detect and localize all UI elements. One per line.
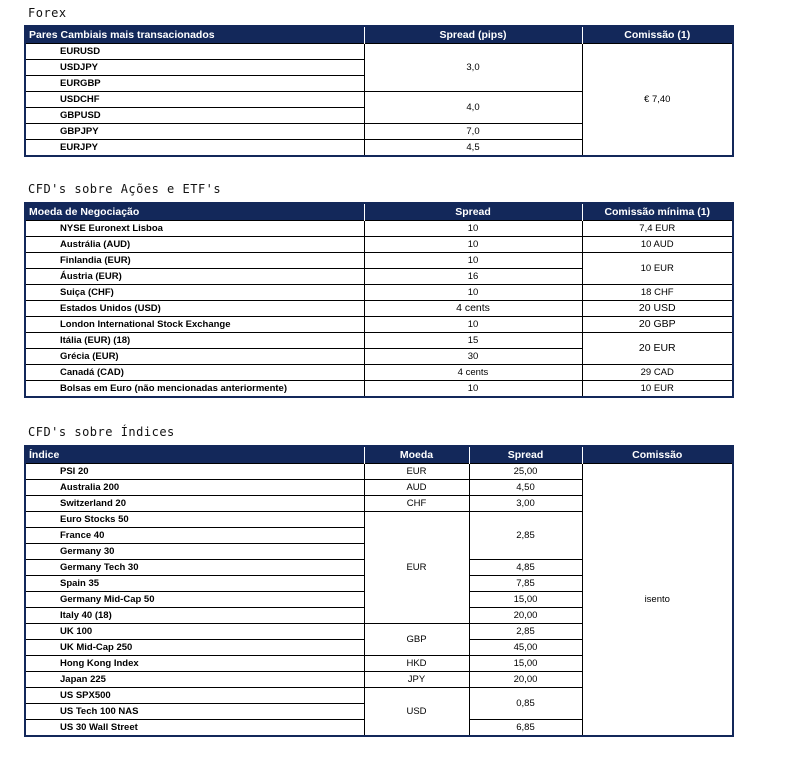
- forex-pair: GBPUSD: [25, 108, 364, 124]
- cfd-acoes-header-currency: Moeda de Negociação: [25, 203, 364, 221]
- index-currency: CHF: [364, 496, 469, 512]
- index-spread: 15,00: [469, 656, 582, 672]
- forex-table: [24, 25, 734, 157]
- cfd-indices-header-index: Índice: [25, 446, 364, 464]
- table-row: [25, 301, 733, 317]
- forex-spread: 4,0: [364, 92, 582, 124]
- table-row: [25, 464, 733, 480]
- forex-pair: EURGBP: [25, 76, 364, 92]
- index-name: Japan 225: [25, 672, 364, 688]
- market-name: Finlandia (EUR): [25, 253, 364, 269]
- forex-spread: 3,0: [364, 44, 582, 92]
- index-currency: GBP: [364, 624, 469, 656]
- index-spread: 3,00: [469, 496, 582, 512]
- cfd-acoes-header-commission: Comissão mínima (1): [582, 203, 733, 221]
- market-commission: 10 EUR: [582, 381, 733, 398]
- forex-header-commission: Comissão (1): [582, 26, 733, 44]
- market-commission: 7,4 EUR: [582, 221, 733, 237]
- cfd-indices-section-title: CFD's sobre Índices: [28, 425, 175, 439]
- market-spread: 16: [364, 269, 582, 285]
- cfd-indices-header-row: [25, 446, 733, 464]
- market-name: Áustria (EUR): [25, 269, 364, 285]
- index-spread: 20,00: [469, 608, 582, 624]
- market-name: Itália (EUR) (18): [25, 333, 364, 349]
- forex-pair: EURUSD: [25, 44, 364, 60]
- forex-header-row: [25, 26, 733, 44]
- table-row: [25, 237, 733, 253]
- table-row: [25, 221, 733, 237]
- index-spread: 2,85: [469, 624, 582, 640]
- forex-section-title: Forex: [28, 6, 67, 20]
- index-name: US 30 Wall Street: [25, 720, 364, 737]
- forex-pair: USDJPY: [25, 60, 364, 76]
- market-name: London International Stock Exchange: [25, 317, 364, 333]
- index-name: Euro Stocks 50: [25, 512, 364, 528]
- table-row: [25, 285, 733, 301]
- index-name: France 40: [25, 528, 364, 544]
- market-spread: 10: [364, 317, 582, 333]
- cfd-acoes-header-spread: Spread: [364, 203, 582, 221]
- index-currency: JPY: [364, 672, 469, 688]
- market-commission: 10 AUD: [582, 237, 733, 253]
- market-spread: 4 cents: [364, 301, 582, 317]
- index-spread: 4,85: [469, 560, 582, 576]
- market-commission: 20 USD: [582, 301, 733, 317]
- index-name: Hong Kong Index: [25, 656, 364, 672]
- table-row: [25, 365, 733, 381]
- market-spread: 10: [364, 221, 582, 237]
- market-name: Grécia (EUR): [25, 349, 364, 365]
- forex-commission: € 7,40: [582, 44, 733, 157]
- market-name: Bolsas em Euro (não mencionadas anteriormente): [25, 381, 364, 398]
- index-name: US Tech 100 NAS: [25, 704, 364, 720]
- index-name: UK Mid-Cap 250: [25, 640, 364, 656]
- index-name: Germany Mid-Cap 50: [25, 592, 364, 608]
- forex-header-pairs: Pares Cambiais mais transacionados: [25, 26, 364, 44]
- index-name: Germany 30: [25, 544, 364, 560]
- index-commission: isento: [582, 464, 733, 737]
- index-name: Italy 40 (18): [25, 608, 364, 624]
- market-commission: 18 CHF: [582, 285, 733, 301]
- market-commission: 29 CAD: [582, 365, 733, 381]
- table-row: [25, 317, 733, 333]
- cfd-indices-table: [24, 445, 734, 737]
- index-spread: 15,00: [469, 592, 582, 608]
- forex-header-spread: Spread (pips): [364, 26, 582, 44]
- index-spread: 0,85: [469, 688, 582, 720]
- index-spread: 6,85: [469, 720, 582, 737]
- forex-pair: EURJPY: [25, 140, 364, 157]
- market-commission: 20 GBP: [582, 317, 733, 333]
- index-name: Germany Tech 30: [25, 560, 364, 576]
- index-spread: 4,50: [469, 480, 582, 496]
- index-currency: USD: [364, 688, 469, 737]
- index-spread: 45,00: [469, 640, 582, 656]
- index-name: Spain 35: [25, 576, 364, 592]
- table-row: [25, 333, 733, 349]
- cfd-indices-header-commission: Comissão: [582, 446, 733, 464]
- market-spread: 10: [364, 237, 582, 253]
- index-spread: 20,00: [469, 672, 582, 688]
- market-spread: 10: [364, 381, 582, 398]
- index-name: Australia 200: [25, 480, 364, 496]
- market-name: NYSE Euronext Lisboa: [25, 221, 364, 237]
- forex-pair: USDCHF: [25, 92, 364, 108]
- table-row: [25, 381, 733, 398]
- market-spread: 4 cents: [364, 365, 582, 381]
- market-spread: 30: [364, 349, 582, 365]
- index-spread: 7,85: [469, 576, 582, 592]
- index-currency: AUD: [364, 480, 469, 496]
- index-name: UK 100: [25, 624, 364, 640]
- index-currency: HKD: [364, 656, 469, 672]
- cfd-acoes-section-title: CFD's sobre Ações e ETF's: [28, 182, 222, 196]
- market-commission: 10 EUR: [582, 253, 733, 285]
- index-name: PSI 20: [25, 464, 364, 480]
- market-spread: 15: [364, 333, 582, 349]
- table-row: [25, 44, 733, 60]
- cfd-indices-header-currency: Moeda: [364, 446, 469, 464]
- market-spread: 10: [364, 253, 582, 269]
- forex-pair: GBPJPY: [25, 124, 364, 140]
- index-name: US SPX500: [25, 688, 364, 704]
- cfd-acoes-header-row: [25, 203, 733, 221]
- forex-spread: 4,5: [364, 140, 582, 157]
- cfd-acoes-table: [24, 202, 734, 398]
- cfd-indices-header-spread: Spread: [469, 446, 582, 464]
- market-name: Austrália (AUD): [25, 237, 364, 253]
- market-name: Canadá (CAD): [25, 365, 364, 381]
- market-commission: 20 EUR: [582, 333, 733, 365]
- index-currency: EUR: [364, 512, 469, 624]
- index-spread: 2,85: [469, 512, 582, 560]
- market-name: Suiça (CHF): [25, 285, 364, 301]
- market-spread: 10: [364, 285, 582, 301]
- index-currency: EUR: [364, 464, 469, 480]
- index-spread: 25,00: [469, 464, 582, 480]
- table-row: [25, 253, 733, 269]
- index-name: Switzerland 20: [25, 496, 364, 512]
- forex-spread: 7,0: [364, 124, 582, 140]
- market-name: Estados Unidos (USD): [25, 301, 364, 317]
